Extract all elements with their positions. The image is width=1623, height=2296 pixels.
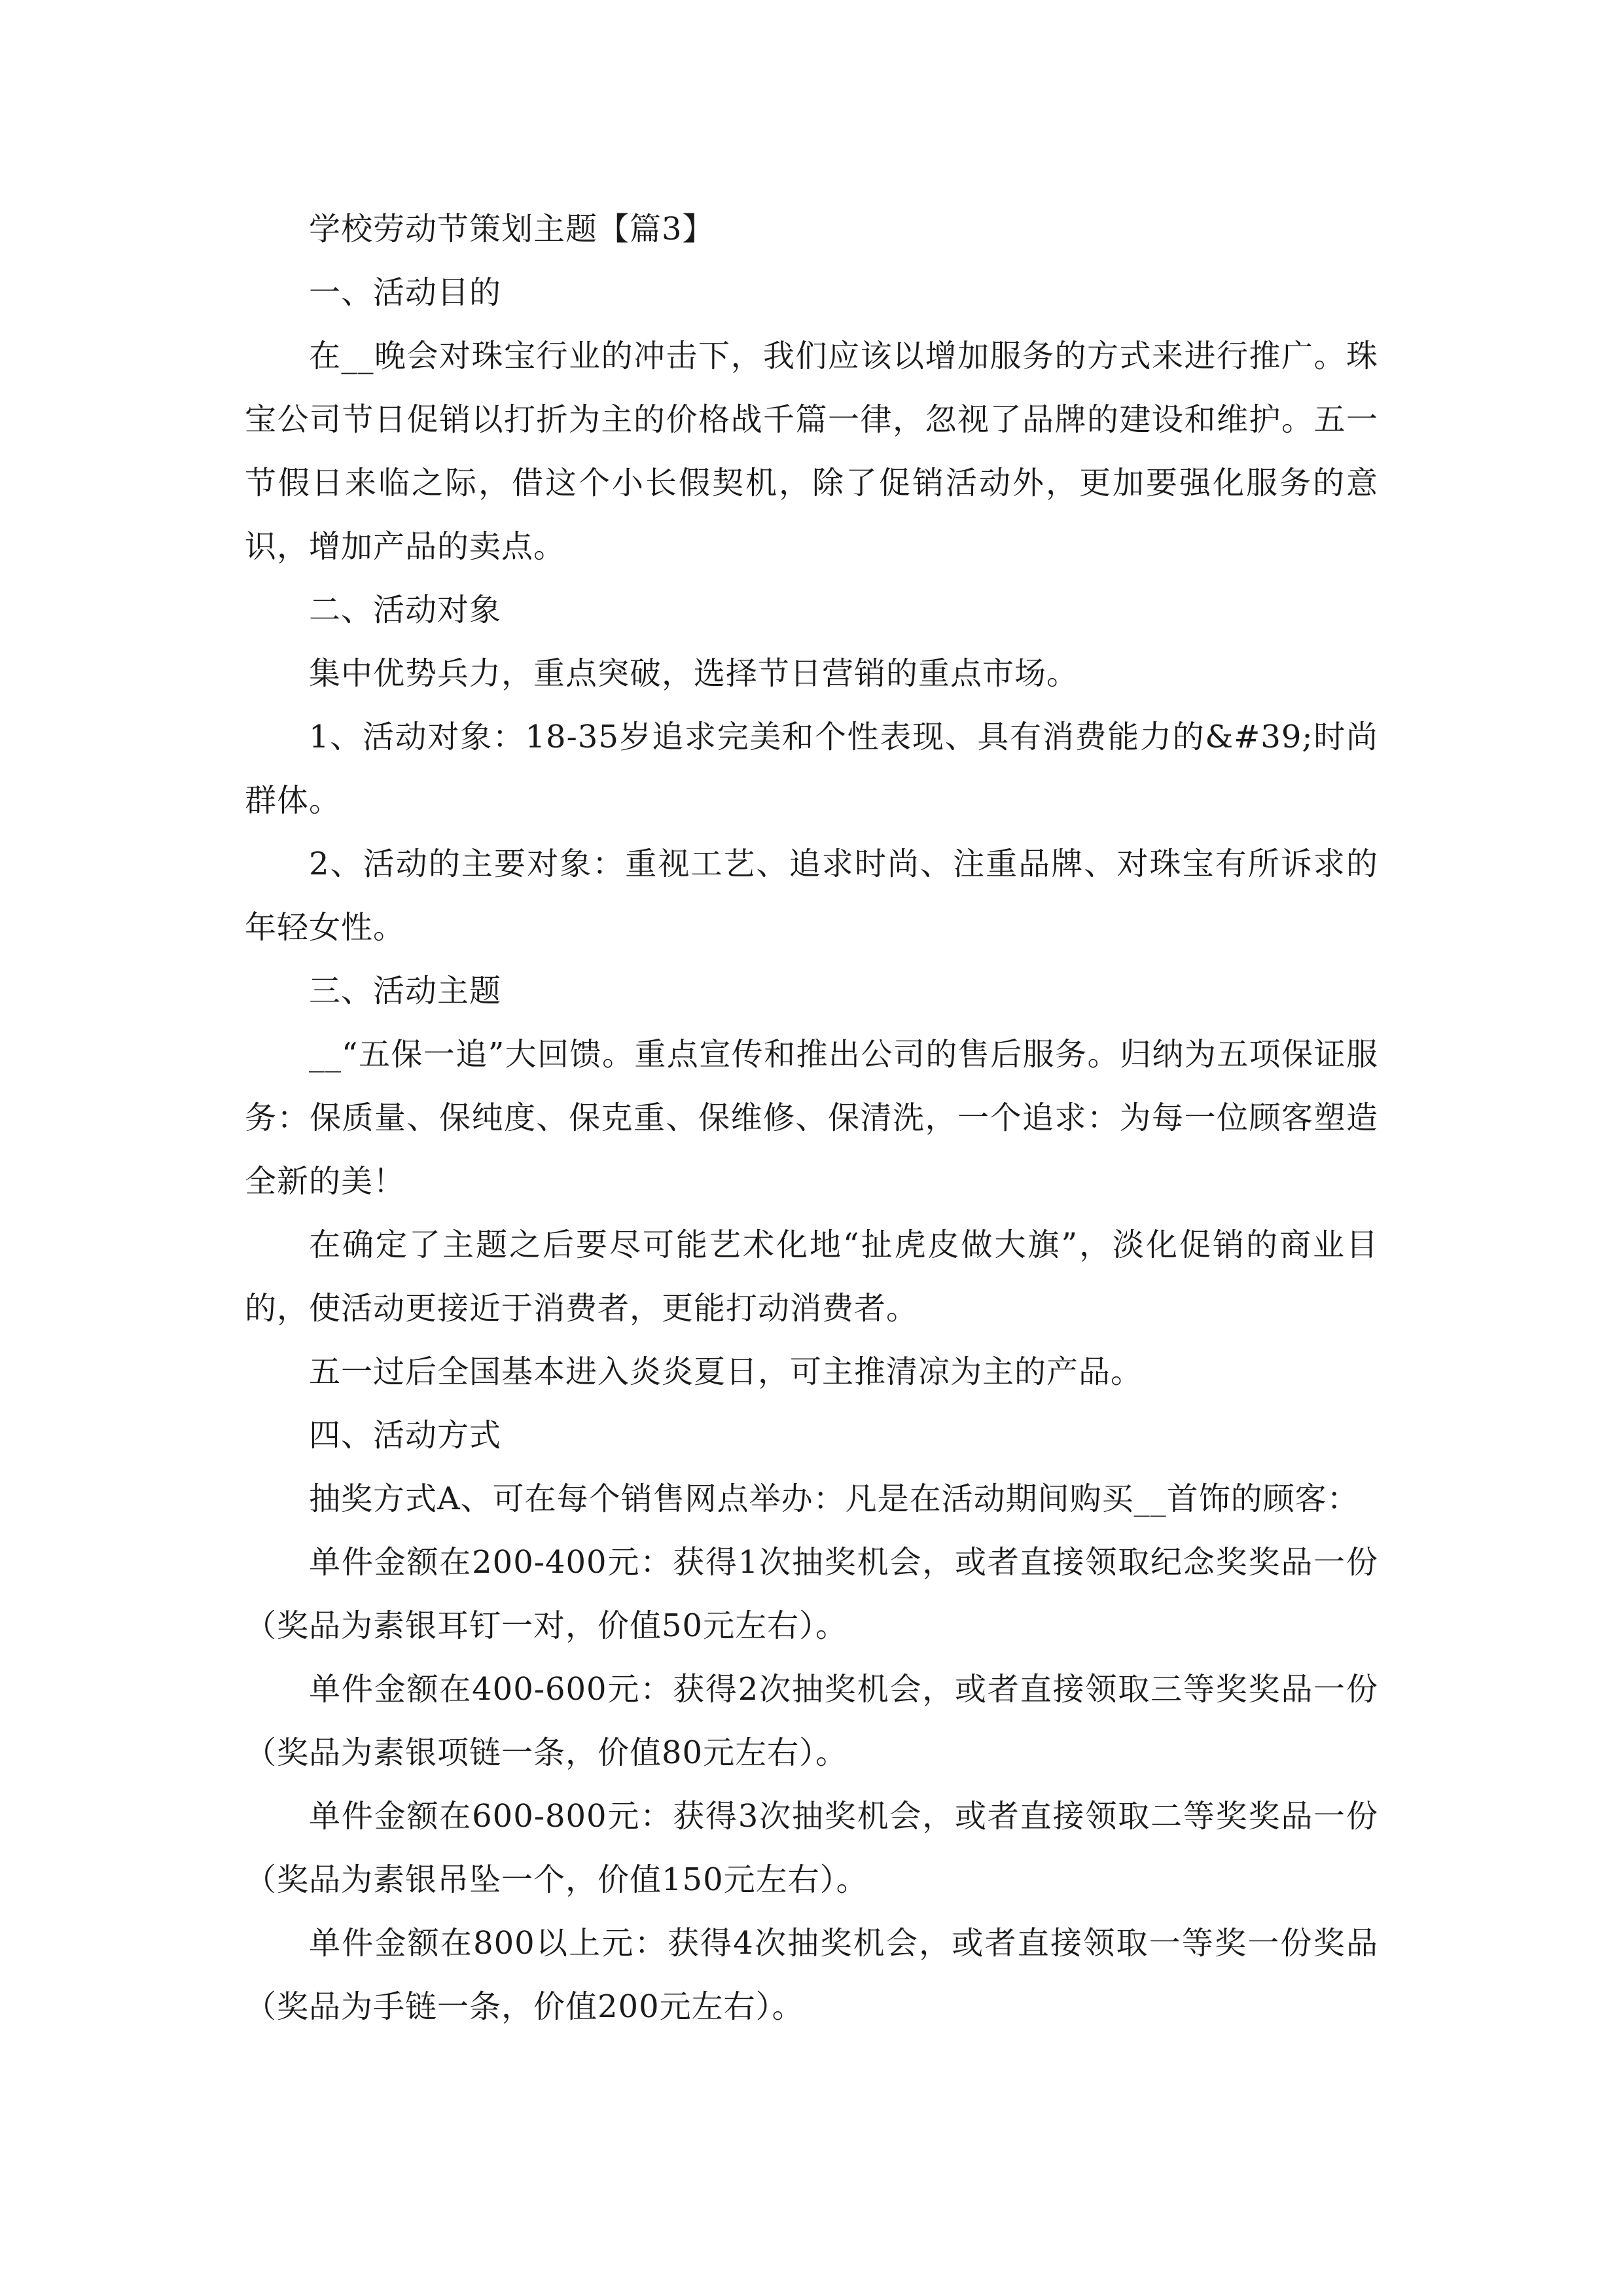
paragraph-theme: __“五保一追”大回馈。重点宣传和推出公司的售后服务。归纳为五项保证服务：保质量、保纯度、保克重、保维修、保清洗，一个追求：为每一位顾客塑造全新的美！ <box>245 1036 1378 1200</box>
section-heading-method: 四、活动方式 <box>309 1417 502 1454</box>
paragraph-tier-4: 单件金额在800以上元：获得4次抽奖机会，或者直接领取一等奖一份奖品（奖品为手链一条，价值200元左右）。 <box>245 1925 1378 2025</box>
paragraph-audience-2: 2、活动的主要对象：重视工艺、追求时尚、注重品牌、对珠宝有所诉求的年轻女性。 <box>245 846 1378 946</box>
paragraph-lottery-intro: 抽奖方式A、可在每个销售网点举办：凡是在活动期间购买__首饰的顾客： <box>309 1480 1359 1517</box>
paragraph-tier-2: 单件金额在400-600元：获得2次抽奖机会，或者直接领取三等奖奖品一份（奖品为素银项链一条，价值80元左右）。 <box>245 1671 1378 1771</box>
paragraph-tier-3: 单件金额在600-800元：获得3次抽奖机会，或者直接领取二等奖奖品一份（奖品为素银吊坠一个，价值150元左右）。 <box>245 1798 1378 1898</box>
paragraph-tier-1: 单件金额在200-400元：获得1次抽奖机会，或者直接领取纪念奖奖品一份（奖品为素银耳钉一对，价值50元左右）。 <box>245 1544 1378 1644</box>
paragraph-audience-intro: 集中优势兵力，重点突破，选择节日营销的重点市场。 <box>309 655 1079 692</box>
paragraph-purpose: 在__晚会对珠宝行业的冲击下，我们应该以增加服务的方式来进行推广。珠宝公司节日促销以打折为主的价格战千篇一律，忽视了品牌的建设和维护。五一节假日来临之际，借这个小长假契机，除了促销活动外，更加要强化服务的意识，增加产品的卖点。 <box>245 338 1378 565</box>
section-heading-theme: 三、活动主题 <box>309 973 502 1009</box>
document-body <box>245 198 1378 2039</box>
document-title: 学校劳动节策划主题【篇3】 <box>309 211 715 247</box>
section-heading-audience: 二、活动对象 <box>309 592 502 628</box>
paragraph-theme-products: 五一过后全国基本进入炎炎夏日，可主推清凉为主的产品。 <box>309 1354 1143 1390</box>
paragraph-audience-1: 1、活动对象：18-35岁追求完美和个性表现、具有消费能力的&#39;时尚群体。 <box>245 719 1378 819</box>
paragraph-theme-approach: 在确定了主题之后要尽可能艺术化地“扯虎皮做大旗”，淡化促销的商业目的，使活动更接近于消费者，更能打动消费者。 <box>245 1227 1378 1327</box>
section-heading-purpose: 一、活动目的 <box>309 274 502 311</box>
